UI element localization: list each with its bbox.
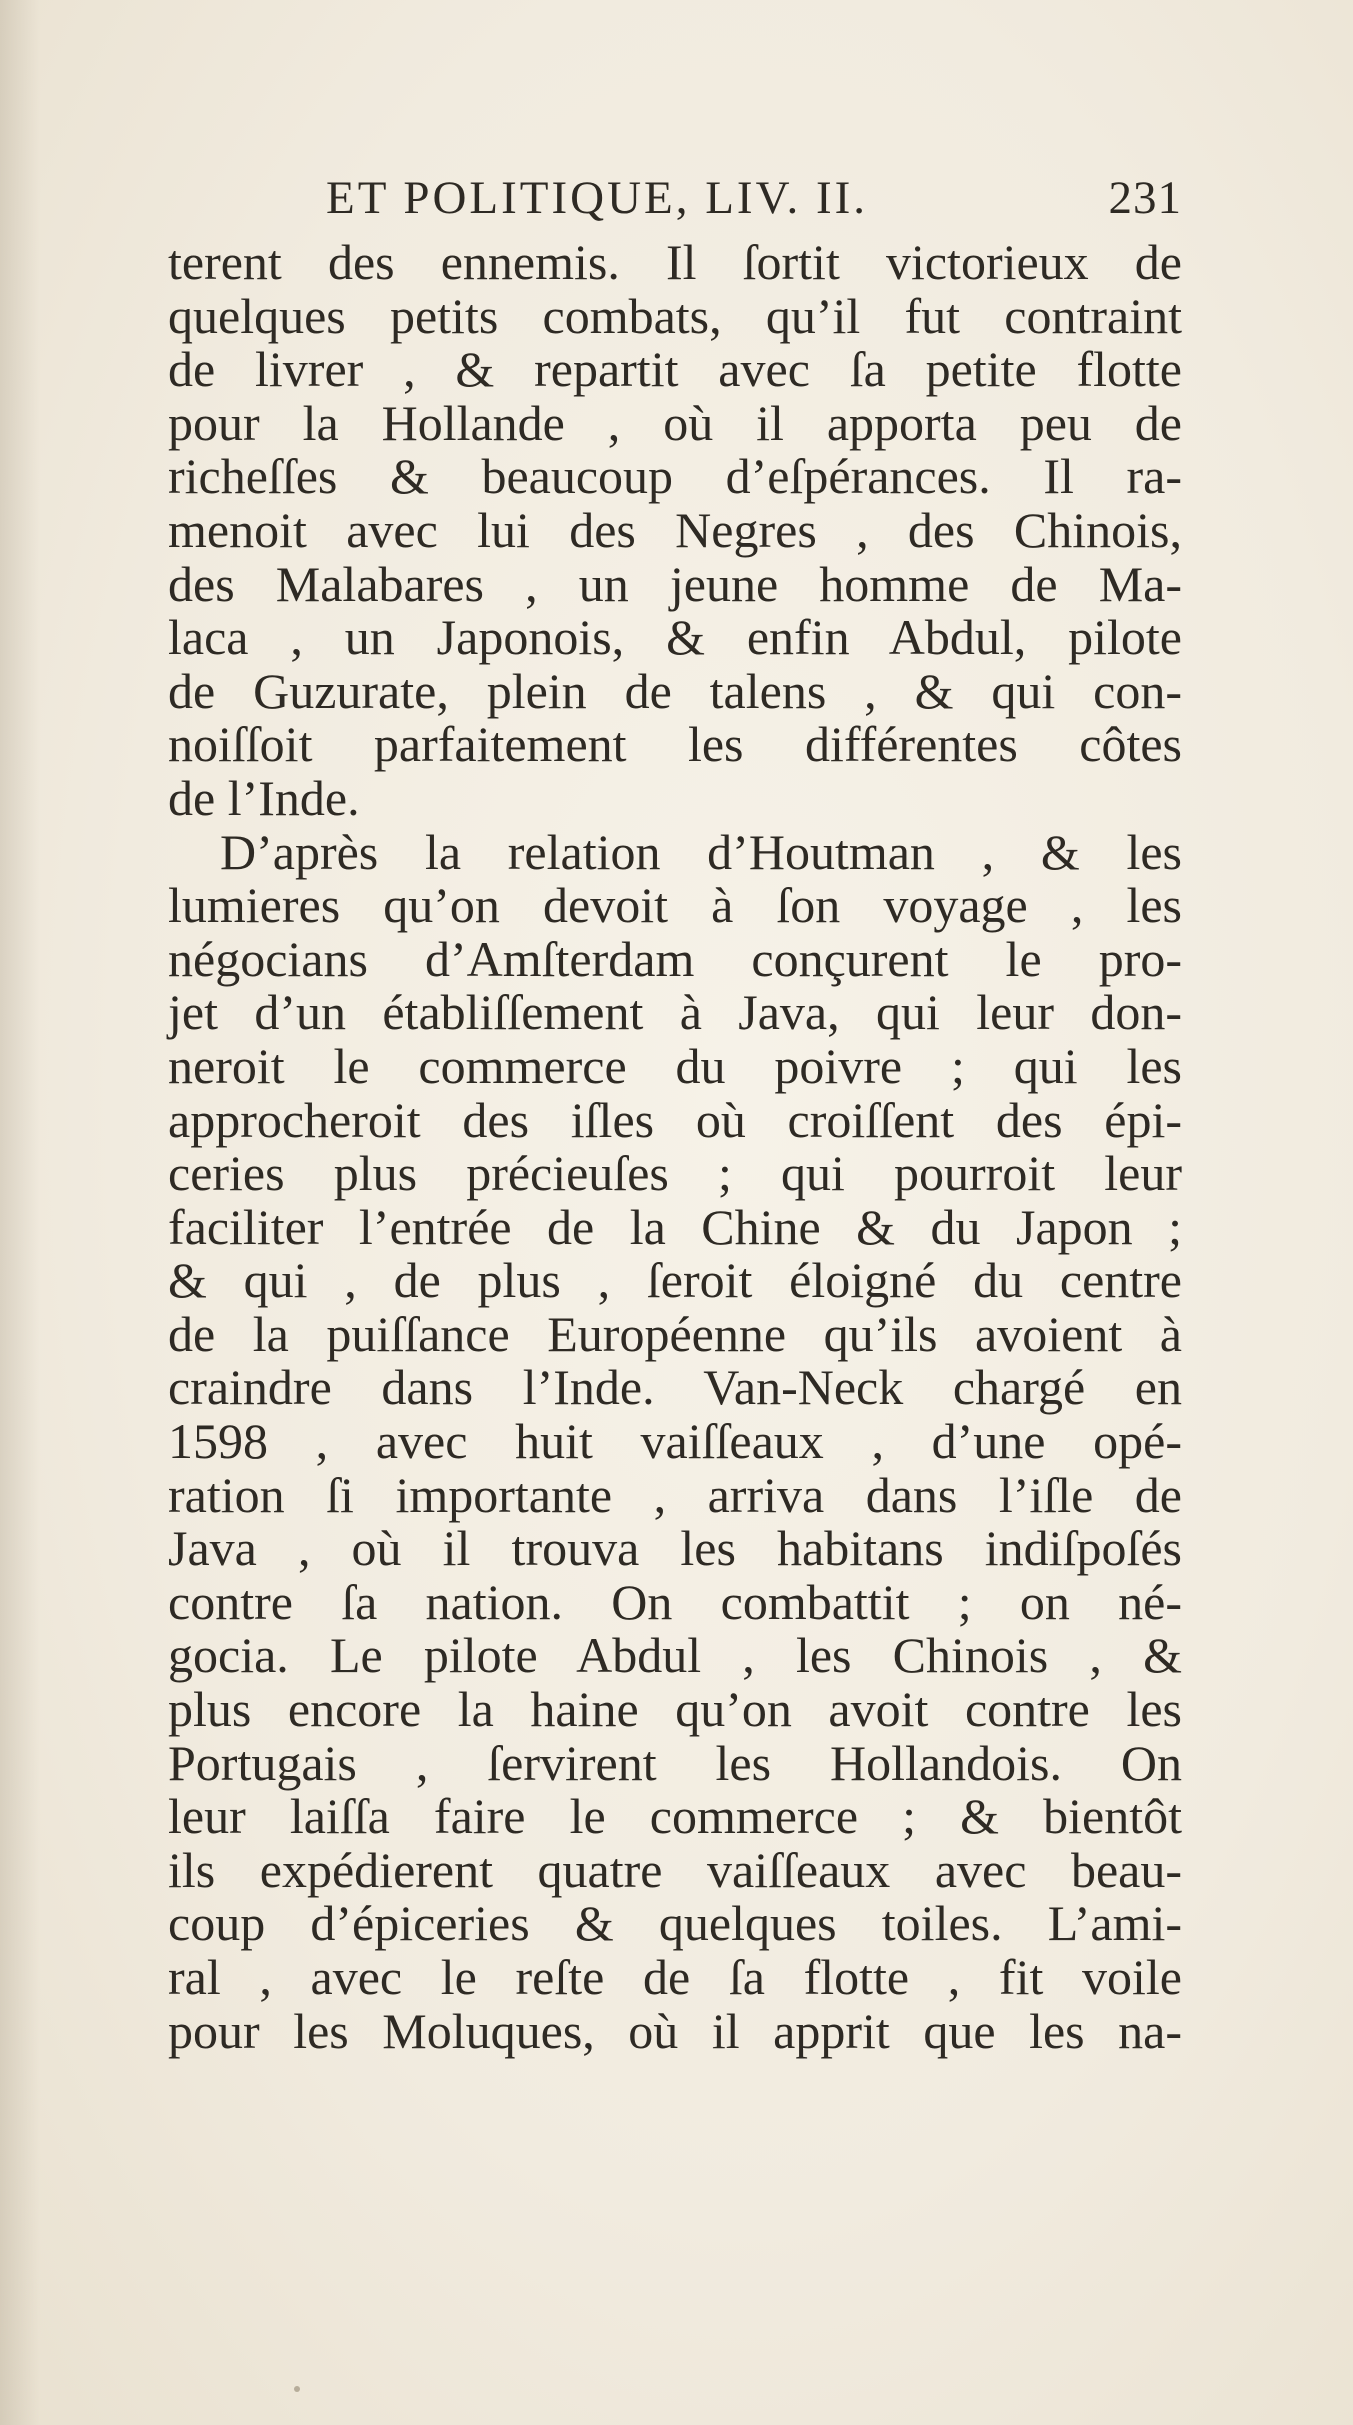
text-line: ceries plus précieuſes ; qui pourroit leur: [168, 1145, 1182, 1202]
text-line: quelques petits combats, qu’il fut contraint: [168, 287, 1182, 344]
text-line: terent des ennemis. Il ſortit victorieux de: [168, 234, 1182, 290]
text-line: menoit avec lui des Negres , des Chinois,: [168, 501, 1182, 558]
text-line: neroit le commerce du poivre ; qui les: [168, 1037, 1182, 1094]
text-line: gocia. Le pilote Abdul , les Chinois , &: [168, 1627, 1182, 1684]
page-gutter-shadow: [0, 0, 40, 2425]
text-line: coup d’épiceries & quelques toiles. L’ami-: [168, 1895, 1182, 1952]
text-line: craindre dans l’Inde. Van-Neck chargé en: [168, 1359, 1182, 1416]
text-line: de l’Inde.: [168, 769, 360, 826]
text-line: richeſſes & beaucoup d’eſpérances. Il ra-: [168, 448, 1182, 505]
text-line: lumieres qu’on devoit à ſon voyage , les: [168, 877, 1182, 934]
running-title: ET POLITIQUE, LIV. II.: [326, 172, 869, 224]
text-line: ration ſi importante , arriva dans l’iſle de: [168, 1466, 1182, 1523]
text-line: des Malabares , un jeune homme de Ma-: [168, 555, 1182, 612]
text-line: Portugais , ſervirent les Hollandois. On: [168, 1734, 1182, 1791]
text-line: 1598 , avec huit vaiſſeaux , d’une opé-: [168, 1413, 1182, 1470]
text-line: contre ſa nation. On combattit ; on né-: [168, 1573, 1182, 1630]
page-number: 231: [1108, 172, 1182, 224]
text-line: plus encore la haine qu’on avoit contre les: [168, 1681, 1182, 1738]
body-text: [168, 236, 1182, 2058]
text-line: faciliter l’entrée de la Chine & du Japon ;: [168, 1198, 1182, 1255]
text-line: de Guzurate, plein de talens , & qui con-: [168, 662, 1182, 719]
paper-speck: [294, 2386, 300, 2392]
text-line: D’après la relation d’Houtman , & les: [220, 823, 1182, 880]
text-line: ral , avec le reſte de ſa flotte , fit voile: [168, 1949, 1182, 2005]
text-line: ils expédierent quatre vaiſſeaux avec beau-: [168, 1841, 1182, 1898]
text-line: noiſſoit parfaitement les différentes côtes: [168, 716, 1182, 773]
text-line: approcheroit des iſles où croiſſent des épi-: [168, 1091, 1182, 1148]
text-line: de livrer , & repartit avec ſa petite flotte: [168, 341, 1182, 398]
text-line: de la puiſſance Européenne qu’ils avoient à: [168, 1305, 1182, 1362]
text-line: Java , où il trouva les habitans indiſpoſés: [168, 1520, 1182, 1577]
text-line: leur laiſſa faire le commerce ; & bientôt: [168, 1788, 1182, 1845]
text-line: négocians d’Amſterdam conçurent le pro-: [168, 930, 1182, 987]
text-line: pour les Moluques, où il apprit que les na-: [168, 2002, 1182, 2059]
text-line: laca , un Japonois, & enfin Abdul, pilote: [168, 609, 1182, 666]
running-header: [326, 163, 1182, 233]
text-line: pour la Hollande , où il apporta peu de: [168, 394, 1182, 451]
text-line: jet d’un établiſſement à Java, qui leur don-: [168, 984, 1182, 1041]
text-line: & qui , de plus , ſeroit éloigné du centre: [168, 1252, 1182, 1309]
